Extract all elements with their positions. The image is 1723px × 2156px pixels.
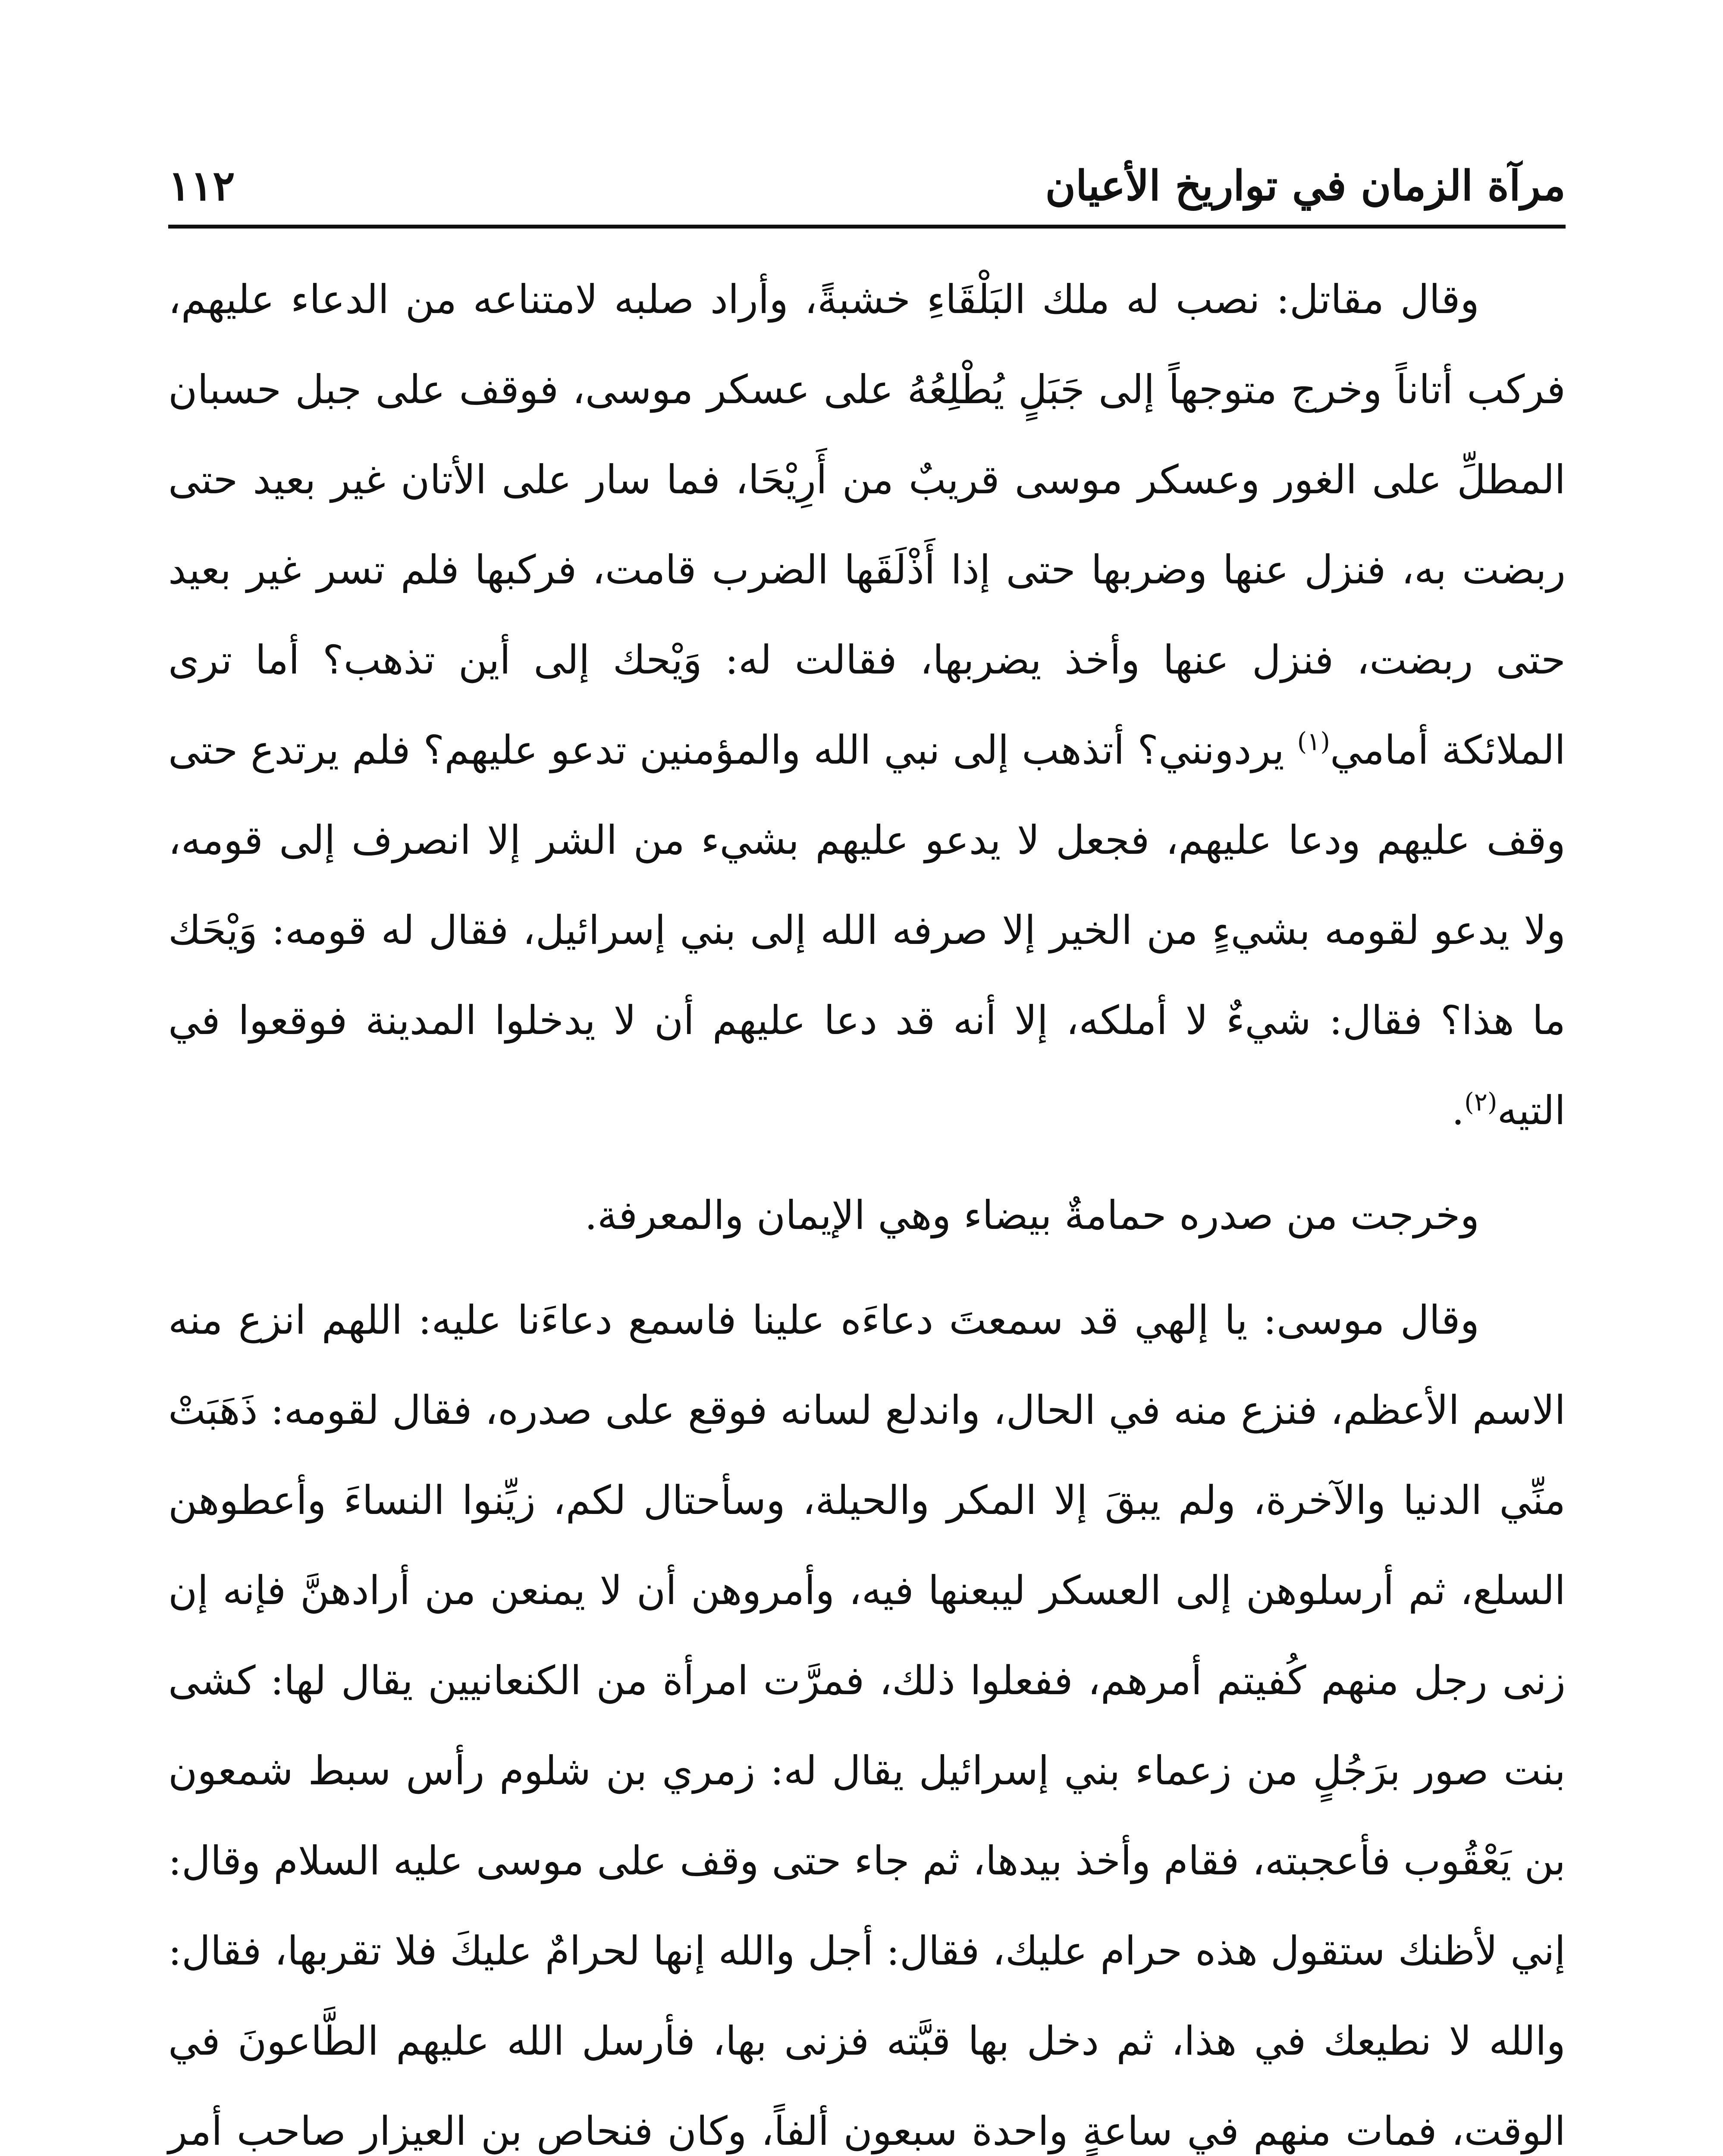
footnote-marker: (١) xyxy=(1297,727,1330,756)
page-number: ١١٢ xyxy=(168,161,235,210)
footnote-marker: (٢) xyxy=(1464,1087,1497,1117)
paragraph: وقال موسى: يا إلهي قد سمعتَ دعاءَه علينا فاسمع دعاءَنا عليه: اللهم انزع منه الاسم الأعظم، فنزع منه في الحال، واندلع لسانه فوقع على صدره، فقال لقومه: ذَهَبَتْ منِّي الدنيا والآخرة، ولم يبقَ إلا المكر والحيلة، وسأحتال لكم، زيِّنوا النساءَ وأعطوهن السلع، ثم أرسلوهن إلى العسكر ليبعنها فيه، وأمروهن أن لا يمنعن من أرادهنَّ فإنه إن زنى رجل منهم كُفيتم أمرهم، ففعلوا ذلك، فمرَّت امرأة من الكنعانيين يقال لها: كشى بنت صور برَجُلٍ من زعماء بني إسرائيل يقال له: زمري بن شلوم رأس سبط شمعون بن يَعْقُوب فأعجبته، فقام وأخذ بيدها، ثم جاء حتى وقف على موسى عليه السلام وقال: إني لأظنك ستقول هذه حرام عليك، فقال: أجل والله إنها لحرامٌ عليكَ فلا تقربها، فقال: والله لا نطيعك في هذا، ثم دخل بها قبَّته فزنى بها، فأرسل الله عليهم الطَّاعونَ في الوقت، فمات منهم في ساعةٍ واحدة سبعون ألفاً، وكان فنحاص بن العيزار صاحب أمر xyxy=(168,1297,1566,2154)
paragraph xyxy=(168,254,1566,1156)
paragraph-text: وقال مقاتل: نصب له ملك البَلْقَاءِ خشبةً، وأراد صلبه لامتناعه من الدعاء عليهم، فركب أتاناً وخرج متوجهاً إلى جَبَلٍ يُطْلِعُهُ على عسكر موسى، فوقف على جبل حسبان المطلِّ على الغور وعسكر موسى قريبٌ من أَرِيْحَا، فما سار على الأتان غير بعيد حتى ربضت به، فنزل عنها وضربها حتى إذا أَذْلَقَها الضرب قامت، فركبها فلم تسر غير بعيد حتى ربضت، فنزل عنها وأخذ يضربها، فقالت له: وَيْحك إلى أين تذهب؟ أما ترى الملائكة أمامي xyxy=(168,276,1566,773)
running-title: مرآة الزمان في تواريخ الأعيان xyxy=(1045,161,1566,210)
main-text xyxy=(168,254,1566,2156)
paragraph-text: . xyxy=(1451,1087,1465,1134)
page-header xyxy=(168,142,1566,229)
book-page xyxy=(168,142,1566,2156)
paragraph: وخرجت من صدره حمامةٌ بيضاء وهي الإيمان والمعرفة. xyxy=(584,1192,1479,1238)
paragraph-text: يردونني؟ أتذهب إلى نبي الله والمؤمنين تدعو عليهم؟ فلم يرتدع حتى وقف عليهم ودعا عليهم، فجعل لا يدعو عليهم بشيء من الشر إلا انصرف إلى قومه، ولا يدعو لقومه بشيءٍ من الخير إلا صرفه الله إلى بني إسرائيل، فقال له قومه: وَيْحَك ما هذا؟ فقال: شيءٌ لا أملكه، إلا أنه قد دعا عليهم أن لا يدخلوا المدينة فوقعوا في التيه xyxy=(168,727,1566,1134)
